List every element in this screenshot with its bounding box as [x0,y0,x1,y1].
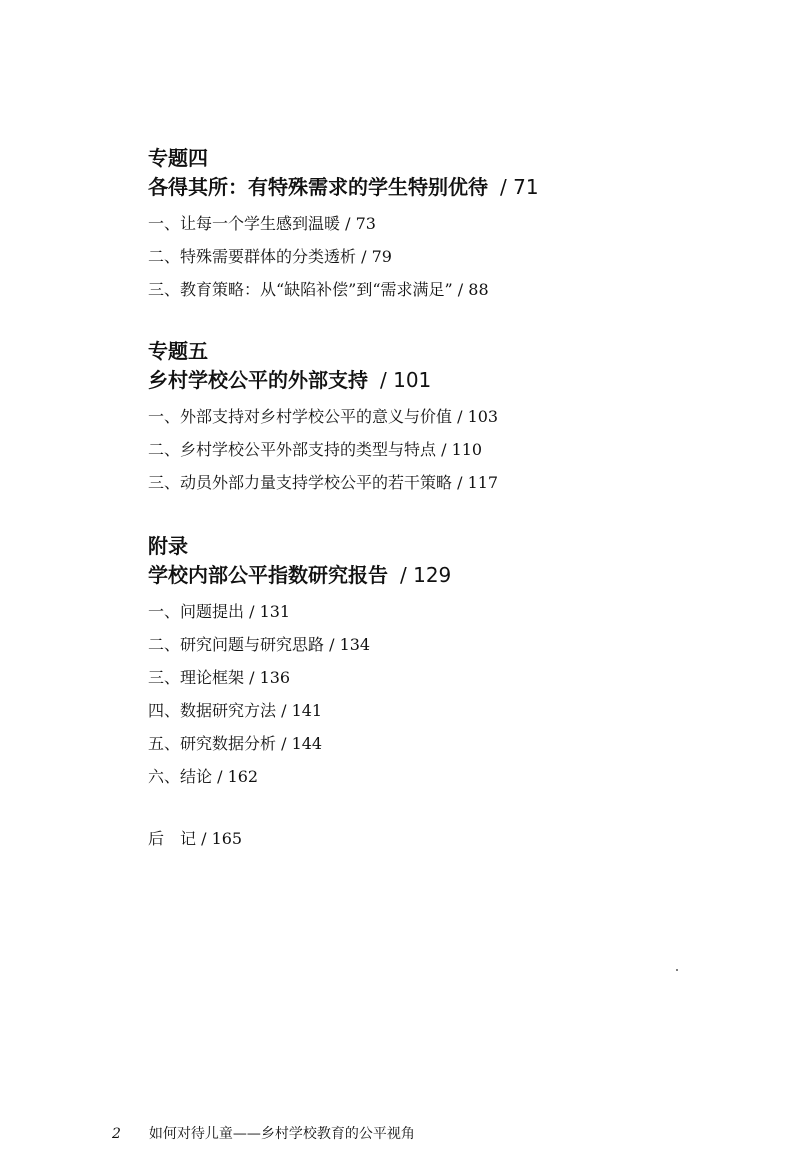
toc-section-5 [148,337,498,499]
toc-item: 一、让每一个学生感到温暖 / 73 [148,214,376,233]
section-title-text: 乡村学校公平的外部支持 [148,368,368,392]
section-items [148,595,451,793]
section-label: 专题四 [148,146,208,170]
toc-item: 三、动员外部力量支持学校公平的若干策略 / 117 [148,473,499,492]
toc-item: 一、外部支持对乡村学校公平的意义与价值 / 103 [148,407,499,426]
section-title-page: / 71 [500,175,539,199]
toc-afterword: 后 记 / 165 [148,829,243,848]
section-items [148,207,539,306]
section-title [148,173,539,201]
toc-item: 三、教育策略：从“缺陷补偿”到“需求满足” / 88 [148,280,489,299]
section-title [148,366,498,394]
page-number: 2 [112,1126,121,1142]
section-title-page: / 101 [380,368,432,392]
toc-item: 二、乡村学校公平外部支持的类型与特点 / 110 [148,440,483,459]
toc-item: 五、研究数据分析 / 144 [148,734,323,753]
section-title [148,561,451,589]
toc-section-4 [148,144,539,306]
toc-item: 二、特殊需要群体的分类透析 / 79 [148,247,392,266]
section-label: 附录 [148,534,188,558]
scan-speck [676,969,678,971]
toc-item: 四、数据研究方法 / 141 [148,701,323,720]
section-title-page: / 129 [400,563,452,587]
running-title: 如何对待儿童——乡村学校教育的公平视角 [148,1126,415,1142]
section-title-text: 各得其所：有特殊需求的学生特别优待 [148,175,488,199]
page-footer [112,1123,415,1143]
section-label: 专题五 [148,339,208,363]
toc-item: 三、理论框架 / 136 [148,668,291,687]
section-title-text: 学校内部公平指数研究报告 [148,563,388,587]
toc-item: 六、结论 / 162 [148,767,259,786]
toc-item: 二、研究问题与研究思路 / 134 [148,635,371,654]
section-items [148,400,498,499]
toc-item: 一、问题提出 / 131 [148,602,291,621]
toc-appendix [148,532,451,793]
